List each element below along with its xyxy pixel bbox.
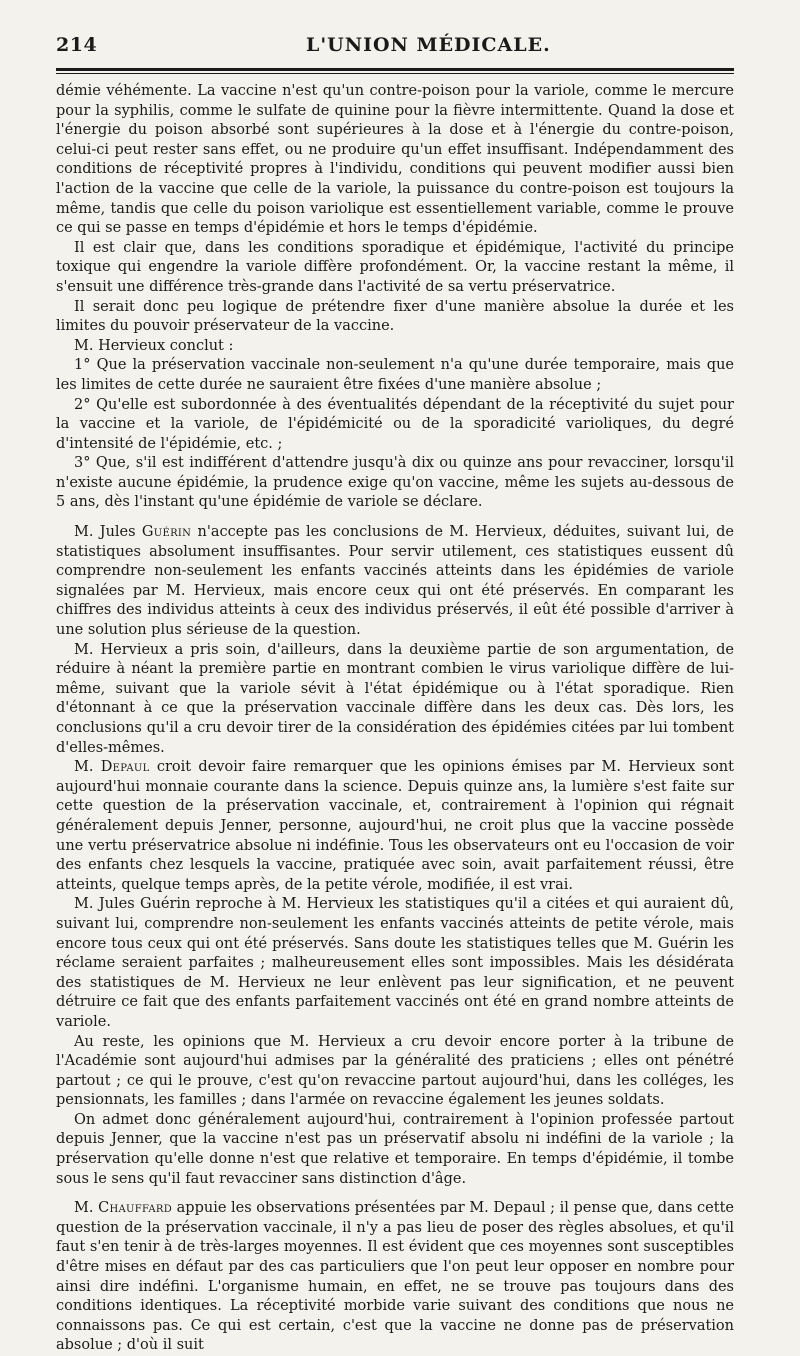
paragraph: Il serait donc peu logique de prétendre fixer d'une manière absolue la durée et les limites du pouvoir préservateur de la vaccine. bbox=[56, 298, 734, 335]
conclusion-item-1: 1° Que la préservation vaccinale non-seulement n'a qu'une durée temporaire, mais que les limites de cette durée ne sauraient être fixées d'une manière absolue ; bbox=[56, 357, 734, 393]
speaker-prefix: M. Jules bbox=[74, 524, 142, 541]
paragraph-text: n'accepte pas les conclusions de M. Hervieux, déduites, suivant lui, de statistiques absolument insuffisantes. Pour servir utilement, ces statistiques eussent dû comprendre non-seulement les enfants vaccinés atteints dans les épidémies de variole signalées par M. Hervieux, mais encore ceux qui ont été préservés. En comparant les chiffres des individus atteints à ceux des individus préservés, il eût été possible d'arriver à une solution plus sérieuse de la question. bbox=[56, 524, 734, 639]
paragraph: Au reste, les opinions que M. Hervieux a cru devoir encore porter à la tribune de l'Académie sont aujourd'hui admises par la généralité des praticiens ; elles ont pénétré partout ; ce qui le prouve, c'est qu'on revaccine partout aujourd'hui, dans les colléges, les pensionnats, les familles ; dans l'armée on revaccine également les jeunes soldats. bbox=[56, 1033, 734, 1109]
paragraph: On admet donc généralement aujourd'hui, contrairement à l'opinion professée partout depuis Jenner, que la vaccine n'est pas un préservatif absolu ni indéfini de la variole ; la préservation qu'elle donne n'est que relative et temporaire. En temps d'épidémie, il tombe sous le sens qu'il faut revacciner sans distinction d'âge. bbox=[56, 1111, 734, 1187]
paragraph-text: appuie les observations présentées par M. Depaul ; il pense que, dans cette question de la préservation vaccinale, il n'y a pas lieu de poser des règles absolues, et qu'il faut s'en tenir à de très-larges moyennes. Il est évident que ces moyennes sont susceptibles d'être mises en défaut par des cas particuliers que l'on peut leur opposer en nombre pour ainsi dire indéfini. L'organisme humain, en effet, ne se trouve pas toujours dans des conditions identiques. La réceptivité morbide varie suivant des conditions que nous ne connaissons pas. Ce qui est certain, c'est que la vaccine ne donne pas de préservation absolue ; d'où il suit bbox=[56, 1200, 734, 1354]
paragraph-text: croit devoir faire remarquer que les opinions émises par M. Hervieux sont aujourd'hui monnaie courante dans la science. Depuis quinze ans, la lumière s'est faite sur cette question de la préservation vaccinale, et, contrairement à l'opinion qui régnait généralement depuis Jenner, personne, aujourd'hui, ne croit plus que la vaccine possède une vertu préservatrice absolue ni indéfinie. Tous les observateurs ont eu l'occasion de voir des enfants chez lesquels la vaccine, pratiquée avec soin, avait parfaitement réussi, être atteints, quelque temps après, de la petite vérole, modifiée, il est vrai. bbox=[56, 759, 734, 893]
speaker-prefix: M. bbox=[74, 1200, 99, 1217]
paragraph-conclusion-intro: M. Hervieux conclut : bbox=[74, 337, 234, 354]
article-body bbox=[56, 82, 734, 1356]
speaker-name: Guérin bbox=[141, 524, 192, 541]
paragraph: M. Jules Guérin reproche à M. Hervieux les statistiques qu'il a citées et qui auraient dû, suivant lui, comprendre non-seulement les enfants vaccinés atteints de petite vérole, mais encore tous ceux qui ont été préservés. Sans doute les statistiques telles que M. Guérin les réclame seraient parfaites ; malheureusement elles sont impossibles. Mais les désidérata des statistiques de M. Hervieux ne leur enlèvent pas leur signification, et ne peuvent détruire ce fait que des enfants parfaitement vaccinés ont été en grand nombre atteints de variole. bbox=[56, 896, 734, 1030]
paragraph: M. Hervieux a pris soin, d'ailleurs, dans la deuxième partie de son argumentation, de réduire à néant la première partie en montrant combien le virus variolique diffère de lui-même, suivant que la variole sévit à l'état épidémique ou à l'état sporadique. Rien d'étonnant à ce que la préservation vaccinale diffère dans les deux cas. Dès lors, les conclusions qu'il a cru devoir tirer de la considération des épidémies citées par lui tombent d'elles-mêmes. bbox=[56, 641, 734, 756]
page-number: 214 bbox=[56, 34, 98, 56]
speaker-name: Depaul bbox=[100, 759, 150, 776]
paragraph-guerin bbox=[56, 523, 734, 641]
page-header bbox=[56, 34, 734, 68]
paragraph-chauffard bbox=[56, 1199, 734, 1356]
running-title: L'UNION MÉDICALE. bbox=[306, 34, 551, 56]
paragraph-continuation: démie véhémente. La vaccine n'est qu'un contre-poison pour la variole, comme le mercure pour la syphilis, comme le sulfate de quinine pour la fièvre intermittente. Quand la dose et l'énergie du poison absorbé sont supérieures à la dose et à l'énergie du contre-poison, celui-ci peut rester sans effet, ou ne produire qu'un effet insuffisant. Indépendamment des conditions de réceptivité propres à l'individu, conditions qui peuvent modifier aussi bien l'action de la vaccine que celle de la variole, la puissance du contre-poison est toujours la même, tandis que celle du poison variolique est essentiellement variable, comme le prouve ce qui se passe en temps d'épidémie et hors le temps d'épidémie. bbox=[56, 83, 734, 237]
speaker-name: Chauffard bbox=[98, 1200, 173, 1217]
header-rule-thin bbox=[56, 73, 734, 74]
speaker-prefix: M. bbox=[74, 759, 101, 776]
paragraph-depaul bbox=[56, 758, 734, 895]
conclusion-item-3: 3° Que, s'il est indifférent d'attendre jusqu'à dix ou quinze ans pour revacciner, lorsqu'il n'existe aucune épidémie, la prudence exige qu'on vaccine, même les sujets au-dessous de 5 ans, dès l'instant qu'une épidémie de variole se déclare. bbox=[56, 455, 734, 511]
conclusion-item-2: 2° Qu'elle est subordonnée à des éventualités dépendant de la réceptivité du sujet pour la vaccine et la variole, de l'épidémicité ou de la sporadicité varioliques, du degré d'intensité de l'épidémie, etc. ; bbox=[56, 396, 734, 452]
paragraph: Il est clair que, dans les conditions sporadique et épidémique, l'activité du principe toxique qui engendre la variole diffère profondément. Or, la vaccine restant la même, il s'ensuit une différence très-grande dans l'activité de sa vertu préservatrice. bbox=[56, 239, 734, 295]
header-rule-thick bbox=[56, 68, 734, 71]
